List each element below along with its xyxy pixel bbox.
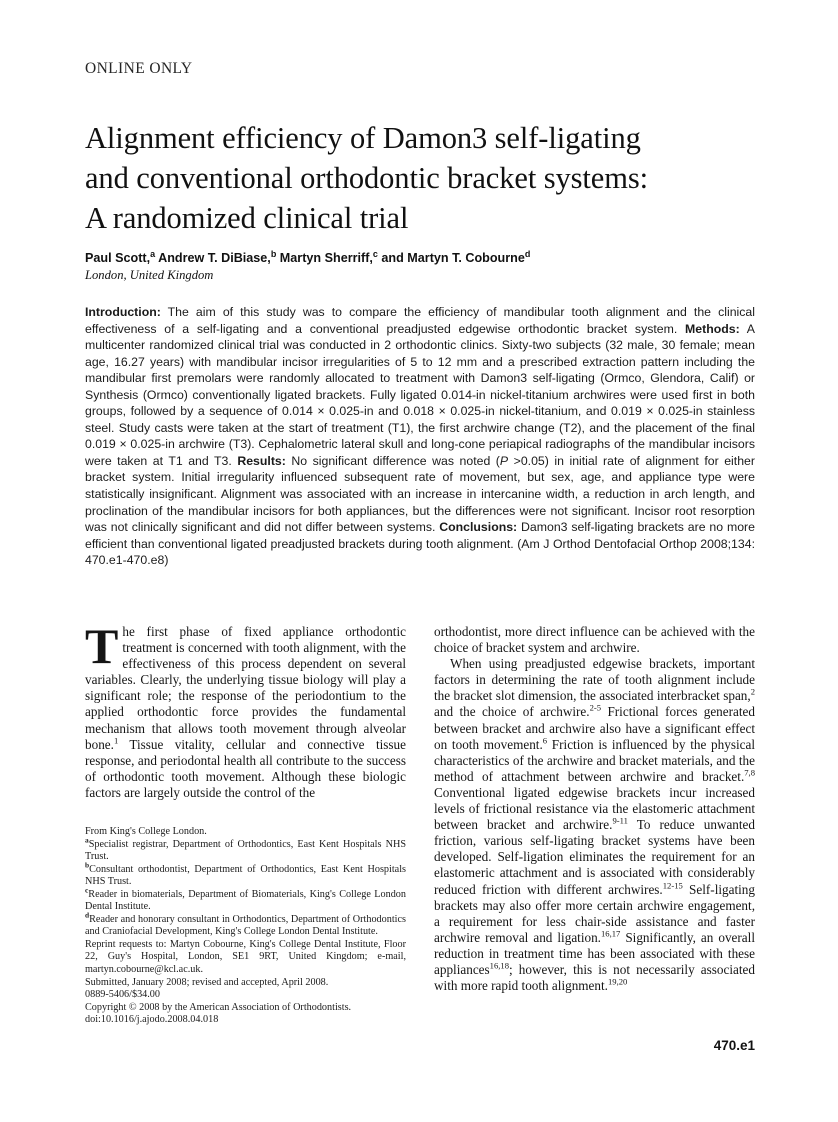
citation-ref-2-5: 2-5: [589, 703, 602, 714]
footnote-submitted-dates: Submitted, January 2008; revised and accepted, April 2008.: [85, 976, 329, 988]
citation-ref-9-11: 9-11: [612, 815, 628, 826]
author-3-affiliation-mark: c: [372, 249, 378, 259]
citation-ref-16-18: 16,18: [489, 960, 509, 971]
body-paragraph-2-text-i: ; however, this is not necessarily associated with more rapid tooth alignment.: [434, 961, 755, 994]
abstract-text-methods: A multicenter randomized clinical trial was conducted in 2 orthodontic clinics. Sixty-two subjects (32 male, 30 female; mean age, 16.27 years) with mandibular incisor irregularities of 5 to 12 mm and a prescribed extraction pattern including the mandibular first premolars were randomly allocated to treatment with Damon3 self-ligating (Ormco, Glendora, Calif) or Synthesis (Ormco) conventionally ligated brackets. Fully ligated 0.014-in nickel-titanium archwires were used first in both groups, followed by a sequence of 0.014 × 0.025-in and 0.018 × 0.025-in nickel-titanium, and 0.019 × 0.025-in stainless steel. Study casts were taken at the start of treatment (T1), the first archwire change (T2), and the placement of the final 0.019 × 0.025-in archwire (T3). Cephalometric lateral skull and long-cone periapical radiographs of the mandibular incisors were taken at T1 and T3.: [85, 321, 755, 468]
citation-ref-7-8: 7,8: [744, 767, 755, 778]
page-number: 470.e1: [713, 1038, 755, 1053]
footnote-a-text: Specialist registrar, Department of Orthodontics, East Kent Hospitals NHS Trust.: [85, 838, 406, 863]
footnote-mark-c: c: [85, 885, 89, 895]
footnote-d: [85, 910, 406, 939]
body-paragraph-2-text-b: and the choice of archwire.: [434, 704, 590, 720]
citation-ref-1: 1: [113, 735, 119, 746]
running-head: ONLINE ONLY: [85, 60, 193, 77]
abstract-label-introduction: Introduction:: [85, 305, 161, 319]
title-line-3: A randomized clinical trial: [85, 201, 409, 235]
body-paragraph-1-text-b: Tissue vitality, cellular and connective tissue response, and periodontal health all contribute to the success of orthodontic tooth movement. Although these biologic factors are largely outside the control of the: [85, 736, 406, 800]
footnote-mark-b: b: [85, 860, 90, 870]
footnote-mark-d: d: [85, 910, 90, 920]
drop-cap: T: [85, 618, 119, 674]
footnote-b-text: Consultant orthodontist, Department of Orthodontics, East Kent Hospitals NHS Trust.: [85, 863, 406, 888]
author-list: [85, 249, 785, 265]
footnote-reprint-requests: Reprint requests to: Martyn Cobourne, King's College Dental Institute, Floor 22, Guy's Hospital, London, SE1 9RT, United Kingdom; e-mail, martyn.cobourne@kcl.ac.uk.: [85, 938, 406, 976]
body-paragraph-2: [434, 656, 755, 994]
body-column-left: [85, 618, 406, 801]
author-2-name: Andrew T. DiBiase,: [155, 251, 271, 266]
abstract: [85, 304, 755, 569]
body-paragraph-2-text-d: Friction is influenced by the physical characteristics of the archwire and bracket materials, and the method of attachment between archwire and bracket.: [434, 736, 755, 784]
body-paragraph-1: [85, 618, 406, 801]
footnote-c: [85, 885, 406, 914]
citation-ref-6: 6: [542, 735, 548, 746]
body-paragraph-1-cont-text: orthodontist, more direct influence can be achieved with the choice of bracket system and archwire.: [434, 624, 755, 656]
abstract-text-conclusions: Damon3 self-ligating brackets are no more efficient than conventional ligated preadjusted brackets during tooth alignment. (Am J Orthod Dentofacial Orthop 2008;134: 470.e1-470.e8): [85, 520, 755, 568]
page-title: [85, 118, 785, 238]
affiliation-city: London, United Kingdom: [85, 268, 214, 282]
footnote-b: [85, 860, 406, 889]
footnote-copyright: Copyright © 2008 by the American Association of Orthodontists.: [85, 1001, 352, 1013]
body-column-right: [434, 624, 755, 994]
body-paragraph-1-continued: [434, 624, 755, 656]
footnote-d-text: Reader and honorary consultant in Orthodontics, Department of Orthodontics and Craniofacial Development, King's College London Dental Institute.: [85, 913, 406, 938]
footnote-affiliation-main: From King's College London.: [85, 826, 207, 837]
abstract-label-methods: Methods:: [685, 321, 740, 336]
body-paragraph-2-text-h: Significantly, an overall reduction in treatment time has been associated with these appliances: [434, 929, 755, 977]
body-paragraph-2-text-e: Conventional ligated edgewise brackets incur increased levels of frictional resistance via the elastomeric attachment between bracket and archwire.: [434, 784, 755, 833]
citation-ref-12-15: 12-15: [662, 880, 683, 891]
author-1-name: Paul Scott,: [85, 251, 151, 266]
author-4-name: and Martyn T. Cobourne: [377, 251, 525, 266]
abstract-p-value-symbol: P: [499, 453, 509, 468]
citation-ref-19-20: 19,20: [607, 976, 628, 987]
author-2-affiliation-mark: b: [270, 249, 277, 259]
footnote-issn: 0889-5406/$34.00: [85, 989, 160, 1001]
author-3-name: Martyn Sherriff,: [276, 251, 373, 266]
body-paragraph-2-text-a: When using preadjusted edgewise brackets, important factors in determining the rate of tooth alignment include the bracket slot dimension, the associated interbracket span,: [434, 656, 755, 704]
abstract-text-results-b: >0.05) in initial rate of alignment for either bracket system. Initial irregularity influenced subsequent rate of movement, but sex, age, and appliance type were statistically insignificant. Alignment was associated with an increase in intercanine width, a reduction in arch length, and proclination of the mandibular incisors for both appliances, but the differences were not significant. Incisor root resorption was not clinically significant and did not differ between systems.: [85, 453, 755, 535]
abstract-text-results-a: No significant difference was noted (: [285, 453, 500, 468]
citation-ref-2: 2: [750, 686, 755, 697]
footnote-block: [85, 826, 406, 1027]
body-paragraph-1-text-a: he first phase of fixed appliance orthodontic treatment is concerned with tooth alignment, with the effectiveness of this process dependent on several variables. Clearly, the underlying tissue biology will play a significant role; the response of the periodontium to the applied orthodontic force provides the fundamental mechanism that allows tooth movement through alveolar bone.: [85, 624, 406, 752]
body-paragraph-2-text-f: To reduce unwanted friction, various self-ligating bracket systems have been developed. Self-ligation eliminates the requirement for an elastomeric attachment and is associated with considerably reduced friction with different archwires.: [434, 817, 755, 897]
title-line-2: and conventional orthodontic bracket systems:: [85, 161, 648, 195]
abstract-text-introduction: The aim of this study was to compare the efficiency of mandibular tooth alignment and the clinical effectiveness of a self-ligating and a conventional preadjusted edgewise orthodontic bracket system.: [85, 305, 755, 336]
body-paragraph-2-text-g: Self-ligating brackets may also offer more certain archwire engagement, a requirement for less chair-side assistance and faster archwire removal and ligation.: [434, 881, 755, 945]
citation-ref-16-17: 16,17: [600, 928, 621, 939]
abstract-label-conclusions: Conclusions:: [439, 520, 518, 535]
abstract-label-results: Results:: [237, 453, 286, 468]
author-1-affiliation-mark: a: [150, 249, 156, 259]
footnote-a: [85, 835, 406, 864]
body-paragraph-2-text-c: Frictional forces generated between bracket and archwire also have a significant effect on tooth movement.: [434, 704, 755, 752]
footnote-c-text: Reader in biomaterials, Department of Biomaterials, King's College London Dental Institute.: [85, 888, 406, 913]
author-4-affiliation-mark: d: [524, 249, 531, 259]
footnote-mark-a: a: [85, 835, 89, 845]
title-line-1: Alignment efficiency of Damon3 self-ligating: [85, 121, 641, 155]
footnote-doi: doi:10.1016/j.ajodo.2008.04.018: [85, 1014, 219, 1026]
